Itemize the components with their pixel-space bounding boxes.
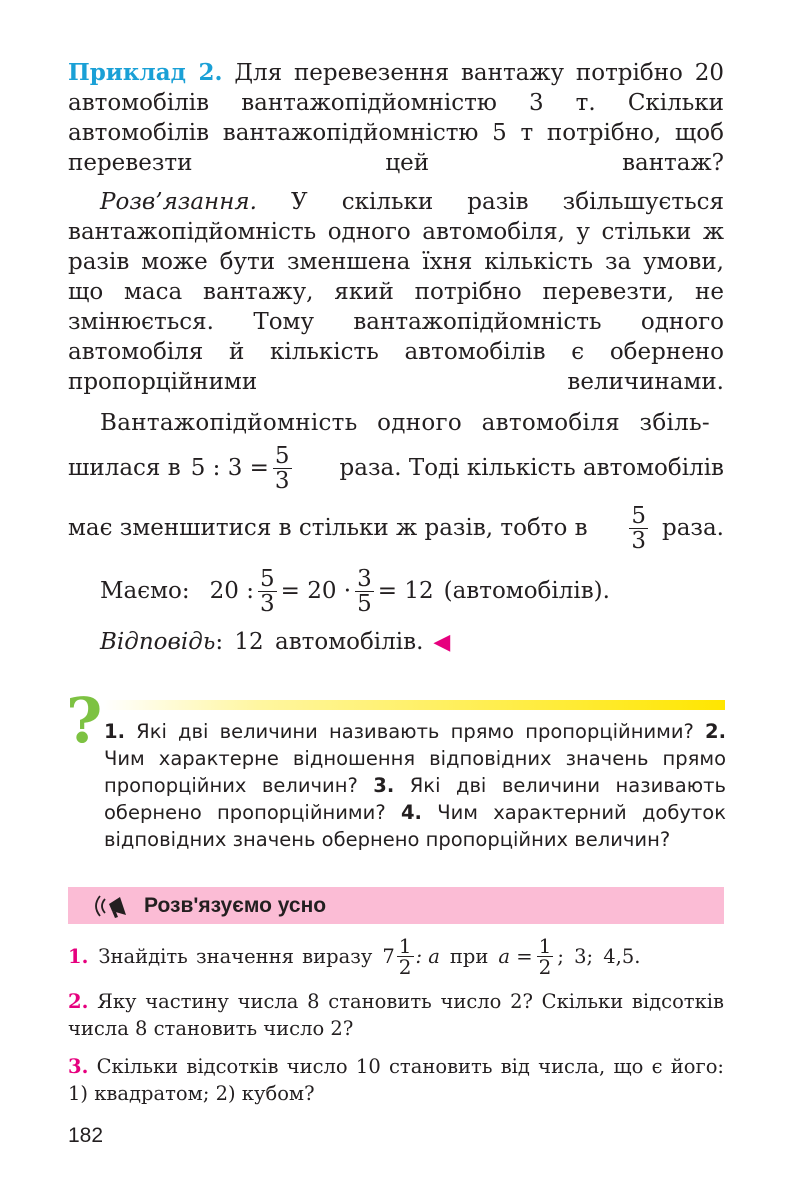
exercise-2: 2. Яку частину числа 8 становить число 2? Скільки відсотків числа 8 становить число 2? bbox=[68, 990, 724, 1040]
mixed-fraction: $\frac{1}{2}$ bbox=[398, 933, 412, 979]
ratio-expression: 5 : 3 = bbox=[190, 455, 269, 481]
exercise-number: 1. bbox=[68, 944, 89, 968]
reduction-fraction: $\frac{5}{3}$ bbox=[631, 502, 646, 554]
solution-text: У скільки разів збільшується вантажопідйомність одного автомобіля, у стільки ж разів може бути зменшена їхня кількість за умови, що маса вантажу, який потрібно перевезти, не змінюється. Тому вантажопідйомність одного автомобіля й кількість автомобілів є обернено пропорційними величинами. bbox=[68, 189, 724, 395]
answer-line bbox=[100, 627, 724, 657]
question-mark-icon bbox=[64, 690, 104, 760]
capacity-line-2: шилася в 5 : 3 = $\frac{5}{3}$ раза. Тоді кількість автомобілів bbox=[68, 442, 724, 494]
section-header bbox=[68, 887, 724, 924]
capacity-line-1: Вантажопідйомність одного автомобіля збіль- bbox=[100, 410, 710, 436]
megaphone-icon bbox=[90, 891, 128, 921]
exercise-1: 1. Знайдіть значення виразу 7 $\frac{1}{2}$ : a при a = $\frac{1}{2}$ ; 3; 4,5. bbox=[68, 933, 641, 979]
ratio-fraction: $\frac{5}{3}$ bbox=[274, 442, 290, 494]
end-marker-icon: ◀ bbox=[433, 629, 451, 655]
questions-divider bbox=[103, 700, 725, 710]
solution-paragraph bbox=[68, 187, 724, 397]
example-label: Приклад 2. bbox=[68, 59, 223, 86]
svg-text:?: ? bbox=[66, 690, 103, 757]
capacity-line-3: має зменшитися в стільки ж разів, тобто в $\frac{5}{3}$ раза. bbox=[68, 502, 724, 554]
exercise-3: 3. Скільки відсотків число 10 становить від числа, що є його: 1) квадратом; 2) кубом? bbox=[68, 1055, 725, 1105]
answer-label: Відповідь bbox=[100, 629, 216, 655]
example-text: Для перевезення вантажу потрібно 20 автомобілів вантажопідйомністю 3 т. Скільки автомобілів вантажопідйомністю 5 т потрібно, щоб перевезти цей вантаж? bbox=[68, 60, 724, 176]
example-paragraph bbox=[68, 58, 724, 178]
review-questions: 1. Які дві величини називають прямо пропорційними? 2. Чим характерне відношення відповідних значень прямо пропорційних величин? 3. Які дві величини називають обернено пропорційними? 4. Чим характерний добуток відповідних значень обернено пропорційних величин? bbox=[104, 720, 726, 851]
calculation-label: Маємо: bbox=[100, 578, 190, 604]
solution-label: Розв’язання. bbox=[100, 189, 257, 215]
section-title: Розв'язуємо усно bbox=[144, 893, 327, 917]
value-fraction: $\frac{1}{2}$ bbox=[538, 933, 552, 979]
page-number: 182 bbox=[68, 1124, 104, 1147]
answer-text: : 12 автомобілів. bbox=[215, 629, 424, 655]
calc-fraction-2: $\frac{3}{5}$ bbox=[357, 565, 372, 617]
calc-fraction-1: $\frac{5}{3}$ bbox=[259, 565, 275, 617]
calculation-line: Маємо: 20 : $\frac{5}{3}$ = 20 · $\frac{3}{5}$ = 12 (автомобілів). bbox=[100, 565, 610, 617]
